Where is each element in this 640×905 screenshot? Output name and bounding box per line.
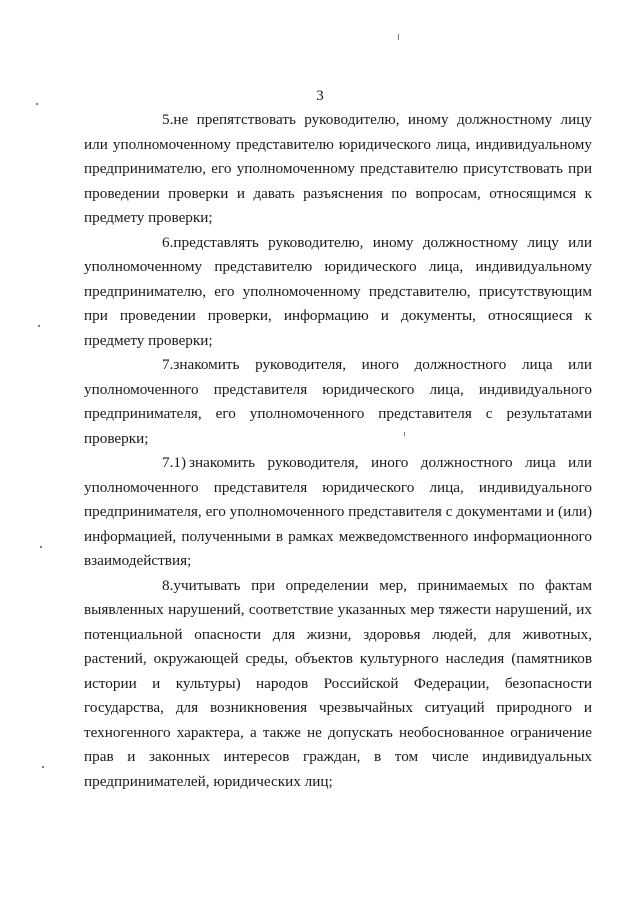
document-body <box>84 108 592 794</box>
paragraph-number: 8. <box>162 576 174 594</box>
scan-mark <box>404 432 405 436</box>
paragraph-number: 7. <box>162 356 174 373</box>
scan-speck <box>42 766 44 768</box>
scan-mark <box>398 34 399 40</box>
paragraph-text: знакомить руководителя, иного должностного лица или уполномоченного представителя юридического лица, индивидуального предпринимателя, его уполномоченного представителя с результатами проверки; <box>84 356 592 447</box>
paragraph-7-1 <box>84 451 592 574</box>
paragraph-6 <box>84 231 592 354</box>
paragraph-text: представлять руководителю, иному должностному лицу или уполномоченному представителю юридического лица, индивидуальному предпринимателю, его уполномоченному представителю, присутствующим при проведении проверки, информацию и документы, относящиеся к предмету проверки; <box>84 233 592 349</box>
paragraph-number: 6. <box>162 233 174 251</box>
scan-speck <box>38 325 40 327</box>
paragraph-number: 5. <box>162 111 174 128</box>
paragraph-text: не препятствовать руководителю, иному должностному лицу или уполномоченному представителю юридического лица, индивидуальному предпринимателю, его уполномоченному представителю присутствовать при проведении проверки и давать разъяснения по вопросам, относящимся к предмету проверки; <box>84 111 592 226</box>
paragraph-7 <box>84 353 592 451</box>
paragraph-text: учитывать при определении мер, принимаемых по фактам выявленных нарушений, соответствие указанных мер тяжести нарушений, их потенциальной опасности для жизни, здоровья людей, для животных, растений, окружающей среды, объектов культурного наследия (памятников истории и культуры) народов Российской Федерации, безопасности государства, для возникновения чрезвычайных ситуаций природного и техногенного характера, а также не допускать необоснованное ограничение прав и законных интересов граждан, в том числе индивидуальных предпринимателей, юридических лиц; <box>84 576 592 790</box>
scan-speck <box>40 546 42 548</box>
scan-speck <box>36 103 38 105</box>
paragraph-8 <box>84 574 592 795</box>
paragraph-number: 7.1) <box>162 454 187 471</box>
paragraph-5 <box>84 108 592 231</box>
page-number: 3 <box>316 88 324 104</box>
paragraph-text: знакомить руководителя, иного должностного лица или уполномоченного представителя юридического лица, индивидуального предпринимателя, его уполномоченного представителя с документами и (или) информацией, полученными в рамках межведомственного информационного взаимодействия; <box>84 454 592 569</box>
